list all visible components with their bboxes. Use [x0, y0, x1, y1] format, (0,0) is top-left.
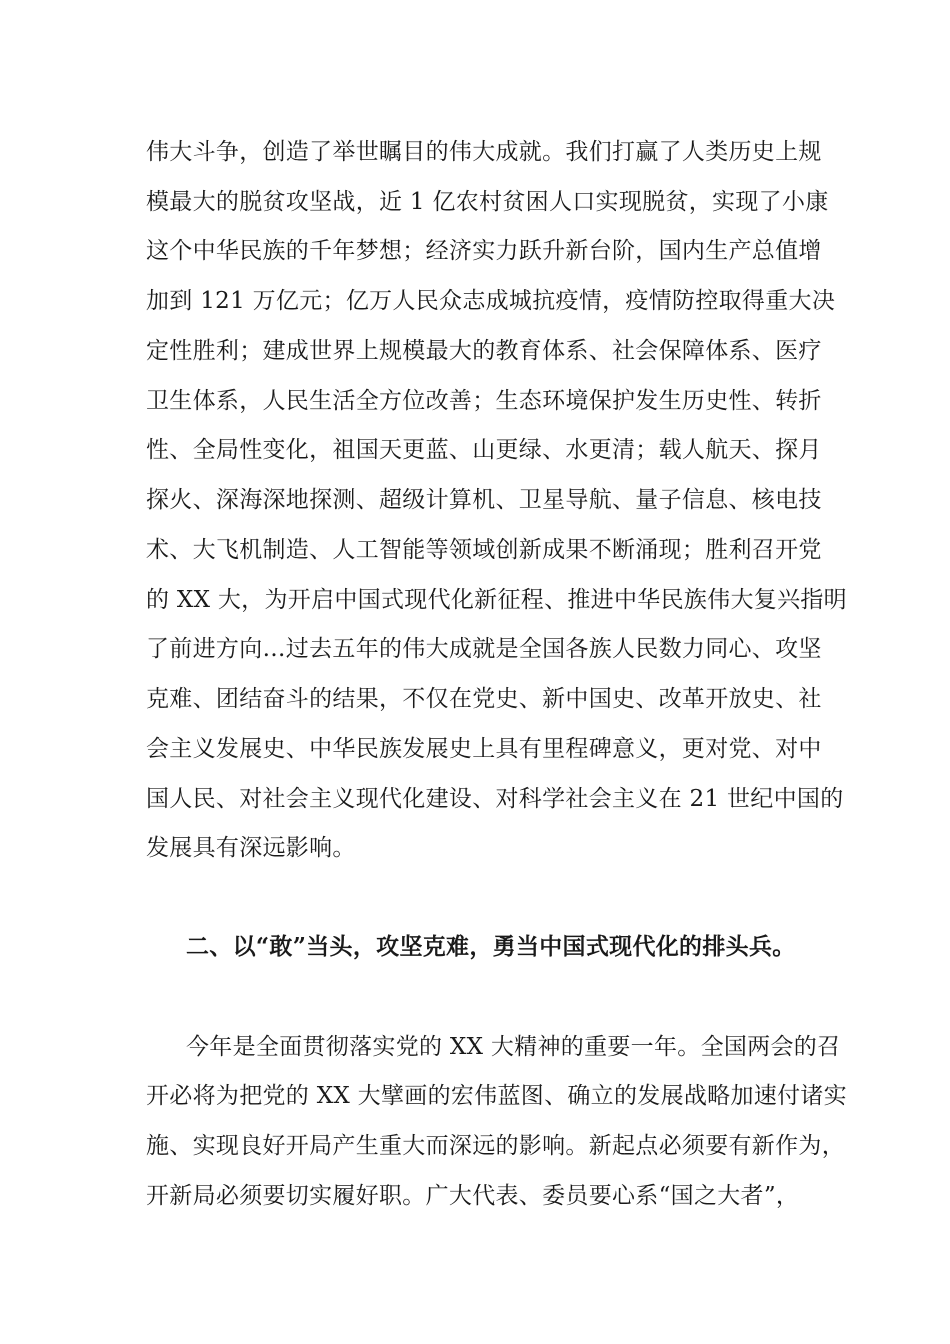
paragraph-1-line-6: 卫生体系，人民生活全方位改善；生态环境保护发生历史性、转折 [146, 388, 822, 414]
paragraph-1-line-2: 模最大的脱贫攻坚战，近 1 亿农村贫困人口实现脱贫，实现了小康 [146, 189, 829, 215]
paragraph-1-line-4: 加到 121 万亿元；亿万人民众志成城抗疫情，疫情防控取得重大决 [146, 288, 836, 314]
paragraph-1-line-12: 克难、团结奋斗的结果，不仅在党史、新中国史、改革开放史、社 [146, 686, 822, 712]
section-2-heading: 二、以“敢”当头，攻坚克难，勇当中国式现代化的排头兵。 [186, 933, 796, 960]
paragraph-1-line-10: 的 XX 大，为开启中国式现代化新征程、推进中华民族伟大复兴指明 [146, 587, 847, 613]
paragraph-1-line-9: 术、大飞机制造、人工智能等领域创新成果不断涌现；胜利召开党 [146, 537, 822, 563]
paragraph-1-line-3: 这个中华民族的千年梦想；经济实力跃升新台阶，国内生产总值增 [146, 238, 822, 264]
paragraph-1-line-7: 性、全局性变化，祖国天更蓝、山更绿、水更清；载人航天、探月 [146, 437, 822, 463]
paragraph-2-line-3: 施、实现良好开局产生重大而深远的影响。新起点必须要有新作为， [146, 1133, 845, 1159]
paragraph-2-line-1: 今年是全面贯彻落实党的 XX 大精神的重要一年。全国两会的召 [186, 1034, 841, 1060]
paragraph-1-line-1: 伟大斗争，创造了举世瞩目的伟大成就。我们打赢了人类历史上规 [146, 139, 822, 165]
paragraph-1-line-11: 了前进方向…过去五年的伟大成就是全国各族人民数力同心、攻坚 [146, 636, 822, 662]
paragraph-1-line-14: 国人民、对社会主义现代化建设、对科学社会主义在 21 世纪中国的 [146, 786, 844, 812]
paragraph-1-line-8: 探火、深海深地探测、超级计算机、卫星导航、量子信息、核电技 [146, 487, 822, 513]
paragraph-1-line-5: 定性胜利；建成世界上规模最大的教育体系、社会保障体系、医疗 [146, 338, 822, 364]
paragraph-1-line-15: 发展具有深远影响。 [146, 835, 356, 861]
paragraph-2-line-2: 开必将为把党的 XX 大擘画的宏伟蓝图、确立的发展战略加速付诸实 [146, 1083, 847, 1109]
paragraph-1-line-13: 会主义发展史、中华民族发展史上具有里程碑意义，更对党、对中 [146, 736, 822, 762]
paragraph-2-line-4: 开新局必须要切实履好职。广大代表、委员要心系“国之大者”， [146, 1183, 800, 1209]
